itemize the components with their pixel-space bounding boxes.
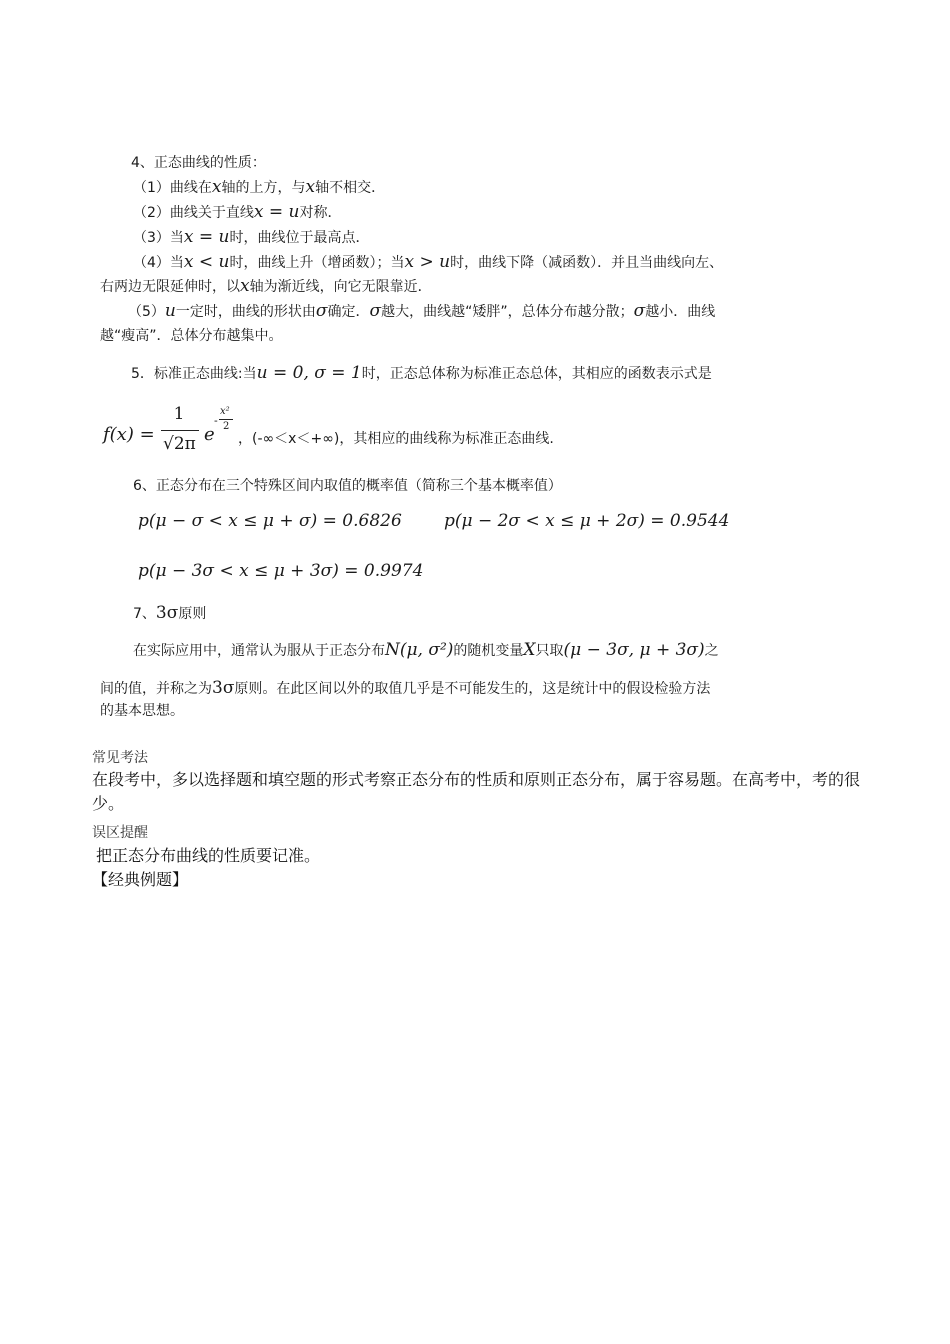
section-7-line-3: 的基本思想。 [100, 703, 184, 719]
section-6-title: 6、正态分布在三个特殊区间内取值的概率值（简称三个基本概率值） [133, 478, 562, 494]
common-methods-text: 在段考中，多以选择题和填空题的形式考察正态分布的性质和原则正态分布，属于容易题。在高考中，考的很少。 [92, 770, 861, 813]
property-4-line-2: 右两边无限延伸时，以x轴为渐近线，向它无限靠近． [100, 276, 432, 296]
probability-1-sigma: p(μ − σ < x ≤ μ + σ) = 0.6826 [138, 511, 402, 531]
probability-3-sigma: p(μ − 3σ < x ≤ μ + 3σ) = 0.9974 [138, 561, 424, 581]
property-2: （2）曲线关于直线x = u对称． [133, 202, 342, 222]
section-7-line-1: 在实际应用中，通常认为服从于正态分布N(μ, σ²)的随机变量X只取(μ − 3σ, μ + 3σ)之 [133, 640, 719, 660]
section-5-text: 5．标准正态曲线:当u = 0, σ = 1时，正态总体称为标准正态总体，其相应的函数表示式是 [131, 363, 712, 383]
property-4-line-1: （4）当x < u时，曲线上升（增函数）；当x > u时，曲线下降（减函数）．并且当曲线向左、 [133, 252, 724, 272]
property-5-line-2: 越“瘦高”．总体分布越集中。 [100, 328, 283, 344]
common-methods-heading: 常见考法 [92, 750, 148, 766]
mistake-reminder-text: 把正态分布曲线的性质要记准。 [96, 846, 321, 865]
property-1: （1）曲线在x轴的上方，与x轴不相交． [133, 177, 386, 197]
standard-normal-formula: f(x) = 1 √2π e - x² 2 ，(-∞＜x＜+∞)，其相应的曲线称为标准正态曲线. [103, 404, 554, 454]
section-7-title: 7、3σ原则 [133, 603, 207, 623]
fraction-bar [161, 430, 199, 431]
property-5-line-1: （5）u一定时，曲线的形状由σ确定．σ越大，曲线越“矮胖”，总体分布越分散；σ越小．曲线 [128, 301, 716, 321]
exponent-bar [219, 419, 233, 420]
probability-2-sigma: p(μ − 2σ < x ≤ μ + 2σ) = 0.9544 [444, 511, 730, 531]
property-3: （3）当x = u时，曲线位于最高点． [133, 227, 370, 247]
mistake-reminder-heading: 误区提醒 [92, 825, 148, 841]
classic-examples-heading: 【经典例题】 [92, 870, 189, 889]
section-4-title: 4、正态曲线的性质： [131, 155, 266, 171]
section-7-line-2: 间的值，并称之为3σ原则。在此区间以外的取值几乎是不可能发生的，这是统计中的假设检验方法 [100, 678, 711, 698]
